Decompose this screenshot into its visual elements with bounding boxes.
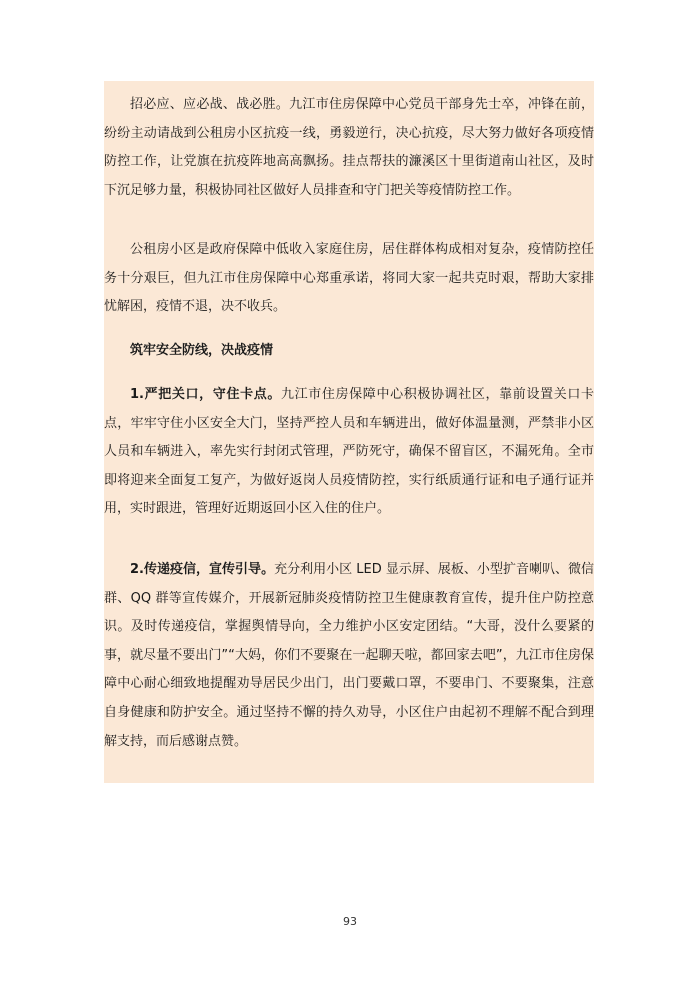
paragraph-3-body: 九江市住房保障中心积极协调社区，靠前设置关口卡点，牢牢守住小区安全大门，坚持严控人员和车辆进出，做好体温量测，严禁非小区人员和车辆进入，率先实行封闭式管理，严防死守，确保不留盲区，不漏死角。全市即将迎来全面复工复产，为做好返岗人员疫情防控，实行纸质通行证和电子通行证并用，实时跟进，管理好近期返回小区入住的住户。	[104, 387, 594, 517]
paragraph-2: 公租房小区是政府保障中低收入家庭住房，居住群体构成相对复杂，疫情防控任务十分艰巨，但九江市住房保障中心郑重承诺，将同大家一起共克时艰，帮助大家排忧解困，疫情不退，决不收兵。	[104, 242, 594, 315]
paragraph-3	[104, 381, 594, 524]
page-number: 93	[343, 915, 357, 928]
paragraph-4-body: 充分利用小区 LED 显示屏、展板、小型扩音喇叭、微信群、QQ 群等宣传媒介，开展新冠肺炎疫情防控卫生健康教育宣传，提升住户防控意识。及时传递疫信，掌握舆情导向，全力维护小区安定团结。“大哥，没什么要紧的事，就尽量不要出门”“大妈，你们不要聚在一起聊天啦，都回家去吧”，九江市住房保障中心耐心细致地提醒劝导居民少出门，出门要戴口罩，不要串门、不要聚集，注意自身健康和防护安全。通过坚持不懈的持久劝导，小区住户由起初不理解不配合到理解支持，而后感谢点赞。	[104, 562, 595, 749]
paragraph-4-lead: 2.传递疫信，宣传引导。	[130, 562, 275, 577]
paragraph-1: 招必应、应必战、战必胜。九江市住房保障中心党员干部身先士卒，冲锋在前，纷纷主动请战到公租房小区抗疫一线，勇毅逆行，决心抗疫，尽大努力做好各项疫情防控工作，让党旗在抗疫阵地高高飘扬。挂点帮扶的濂溪区十里街道南山社区，及时下沉足够力量，积极协同社区做好人员排查和守门把关等疫情防控工作。	[104, 97, 594, 198]
paragraph-4	[104, 556, 594, 756]
paragraph-3-lead: 1.严把关口，守住卡点。	[130, 387, 281, 402]
highlighted-text-block	[104, 81, 594, 783]
section-heading: 筑牢安全防线，决战疫情	[130, 343, 274, 358]
